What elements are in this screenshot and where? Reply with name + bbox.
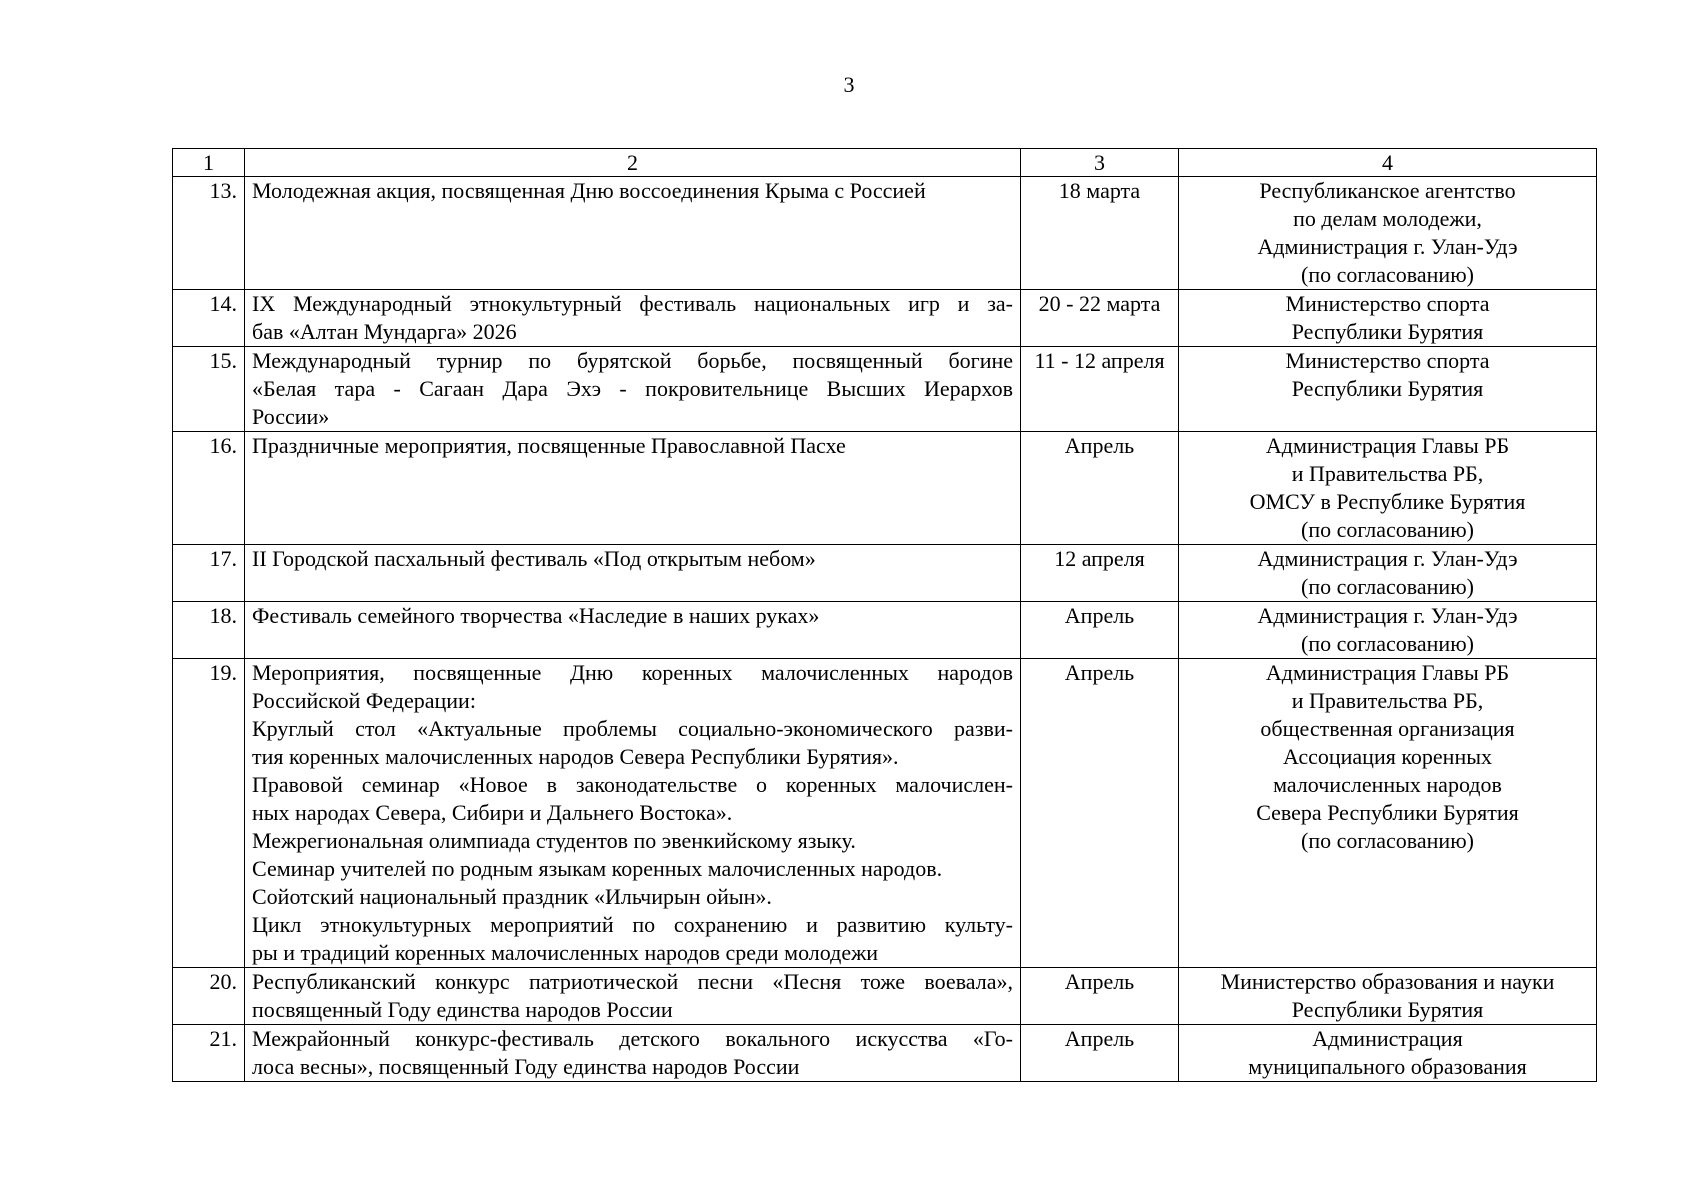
responsible-line: Администрация г. Улан-Удэ (1257, 546, 1518, 571)
column-number: 2 (245, 149, 1021, 177)
events-table (172, 148, 1597, 1082)
responsible-cell (1179, 602, 1597, 659)
responsible-line: малочисленных народов (1273, 772, 1502, 797)
column-number-row (173, 149, 1597, 177)
responsible-line: Администрация г. Улан-Удэ (1257, 234, 1518, 259)
responsible-cell (1179, 432, 1597, 545)
responsible-cell (1179, 545, 1597, 602)
event-name-line: Молодежная акция, посвященная Дню воссоединения Крыма с Россией (252, 178, 926, 203)
event-name-line: лоса весны», посвященный Году единства народов России (252, 1054, 800, 1079)
event-name-line: России» (252, 404, 330, 429)
event-date: 18 марта (1021, 177, 1179, 290)
event-name-cell (245, 290, 1021, 347)
table-row (173, 432, 1597, 545)
responsible-line: Администрация г. Улан-Удэ (1257, 603, 1518, 628)
event-name-line: посвященный Году единства народов России (252, 997, 673, 1022)
responsible-line: Администрация Главы РБ (1265, 660, 1510, 685)
event-date: 11 - 12 апреля (1021, 347, 1179, 432)
table-row (173, 968, 1597, 1025)
event-name-line: Фестиваль семейного творчества «Наследие в наших руках» (252, 603, 820, 628)
responsible-line: (по согласованию) (1301, 574, 1474, 599)
event-name-line: «Белая тара - Сагаан Дара Эхэ - покровительнице Высших Иерархов (252, 376, 1013, 401)
event-name-cell (245, 968, 1021, 1025)
responsible-line: (по согласованию) (1301, 262, 1474, 287)
column-number: 3 (1021, 149, 1179, 177)
responsible-line: Севера Республики Бурятия (1256, 800, 1519, 825)
responsible-cell (1179, 347, 1597, 432)
event-name-line: ры и традиций коренных малочисленных народов среди молодежи (252, 940, 879, 965)
row-number: 16. (173, 432, 245, 545)
table-row (173, 659, 1597, 968)
responsible-line: общественная организация (1260, 716, 1515, 741)
responsible-line: Республики Бурятия (1291, 997, 1484, 1022)
responsible-line: и Правительства РБ, (1291, 688, 1484, 713)
event-date: 12 апреля (1021, 545, 1179, 602)
row-number: 18. (173, 602, 245, 659)
event-name-line: II Городской пасхальный фестиваль «Под открытым небом» (252, 546, 816, 571)
event-name-cell (245, 659, 1021, 968)
table-row (173, 545, 1597, 602)
event-name-line: IX Международный этнокультурный фестиваль национальных игр и за- (252, 291, 1013, 316)
row-number: 21. (173, 1025, 245, 1082)
row-number: 14. (173, 290, 245, 347)
responsible-line: (по согласованию) (1301, 828, 1474, 853)
row-number: 19. (173, 659, 245, 968)
responsible-line: муниципального образования (1248, 1054, 1527, 1079)
event-date: Апрель (1021, 659, 1179, 968)
table-row (173, 177, 1597, 290)
row-number: 17. (173, 545, 245, 602)
table-row (173, 1025, 1597, 1082)
event-name-line: Семинар учителей по родным языкам коренных малочисленных народов. (252, 856, 943, 881)
responsible-line: (по согласованию) (1301, 517, 1474, 542)
responsible-line: Администрация (1312, 1026, 1463, 1051)
row-number: 20. (173, 968, 245, 1025)
event-name-line: Цикл этнокультурных мероприятий по сохранению и развитию культу- (252, 912, 1013, 937)
event-date: Апрель (1021, 968, 1179, 1025)
responsible-line: Республики Бурятия (1291, 319, 1484, 344)
event-date: Апрель (1021, 602, 1179, 659)
event-name-cell (245, 545, 1021, 602)
event-name-line: Российской Федерации: (252, 688, 476, 713)
event-name-line: ных народах Севера, Сибири и Дальнего Востока». (252, 800, 733, 825)
responsible-line: (по согласованию) (1301, 631, 1474, 656)
responsible-line: Республиканское агентство (1259, 178, 1516, 203)
column-number: 4 (1179, 149, 1597, 177)
responsible-line: по делам молодежи, (1293, 206, 1482, 231)
event-date: 20 - 22 марта (1021, 290, 1179, 347)
event-name-line: Межрайонный конкурс-фестиваль детского вокального искусства «Го- (252, 1026, 1013, 1051)
responsible-line: ОМСУ в Республике Бурятия (1249, 489, 1526, 514)
column-number: 1 (173, 149, 245, 177)
row-number: 15. (173, 347, 245, 432)
responsible-line: Ассоциация коренных (1282, 744, 1492, 769)
responsible-cell (1179, 968, 1597, 1025)
responsible-cell (1179, 1025, 1597, 1082)
responsible-line: Министерство спорта (1285, 348, 1490, 373)
event-name-line: тия коренных малочисленных народов Севера Республики Бурятия». (252, 744, 899, 769)
event-name-line: Круглый стол «Актуальные проблемы социально-экономического разви- (252, 716, 1013, 741)
responsible-cell (1179, 290, 1597, 347)
responsible-line: Министерство образования и науки (1220, 969, 1555, 994)
table-row (173, 602, 1597, 659)
event-date: Апрель (1021, 1025, 1179, 1082)
responsible-line: Министерство спорта (1285, 291, 1490, 316)
event-name-line: Международный турнир по бурятской борьбе, посвященный богине (252, 348, 1013, 373)
event-name-line: Сойотский национальный праздник «Ильчирын ойын». (252, 884, 772, 909)
responsible-cell (1179, 177, 1597, 290)
responsible-line: Администрация Главы РБ (1265, 433, 1510, 458)
responsible-line: Республики Бурятия (1291, 376, 1484, 401)
event-name-line: Правовой семинар «Новое в законодательстве о коренных малочислен- (252, 772, 1013, 797)
row-number: 13. (173, 177, 245, 290)
responsible-line: и Правительства РБ, (1291, 461, 1484, 486)
event-name-line: Праздничные мероприятия, посвященные Православной Пасхе (252, 433, 846, 458)
responsible-cell (1179, 659, 1597, 968)
event-name-line: бав «Алтан Мундарга» 2026 (252, 319, 517, 344)
event-date: Апрель (1021, 432, 1179, 545)
event-name-cell (245, 347, 1021, 432)
event-name-line: Республиканский конкурс патриотической песни «Песня тоже воевала», (252, 969, 1013, 994)
event-name-cell (245, 432, 1021, 545)
table-row (173, 290, 1597, 347)
event-name-cell (245, 177, 1021, 290)
event-name-line: Мероприятия, посвященные Дню коренных малочисленных народов (252, 660, 1013, 685)
table-body (173, 149, 1597, 1082)
event-name-line: Межрегиональная олимпиада студентов по эвенкийскому языку. (252, 828, 856, 853)
table-row (173, 347, 1597, 432)
event-name-cell (245, 602, 1021, 659)
event-name-cell (245, 1025, 1021, 1082)
page-number: 3 (843, 72, 855, 97)
